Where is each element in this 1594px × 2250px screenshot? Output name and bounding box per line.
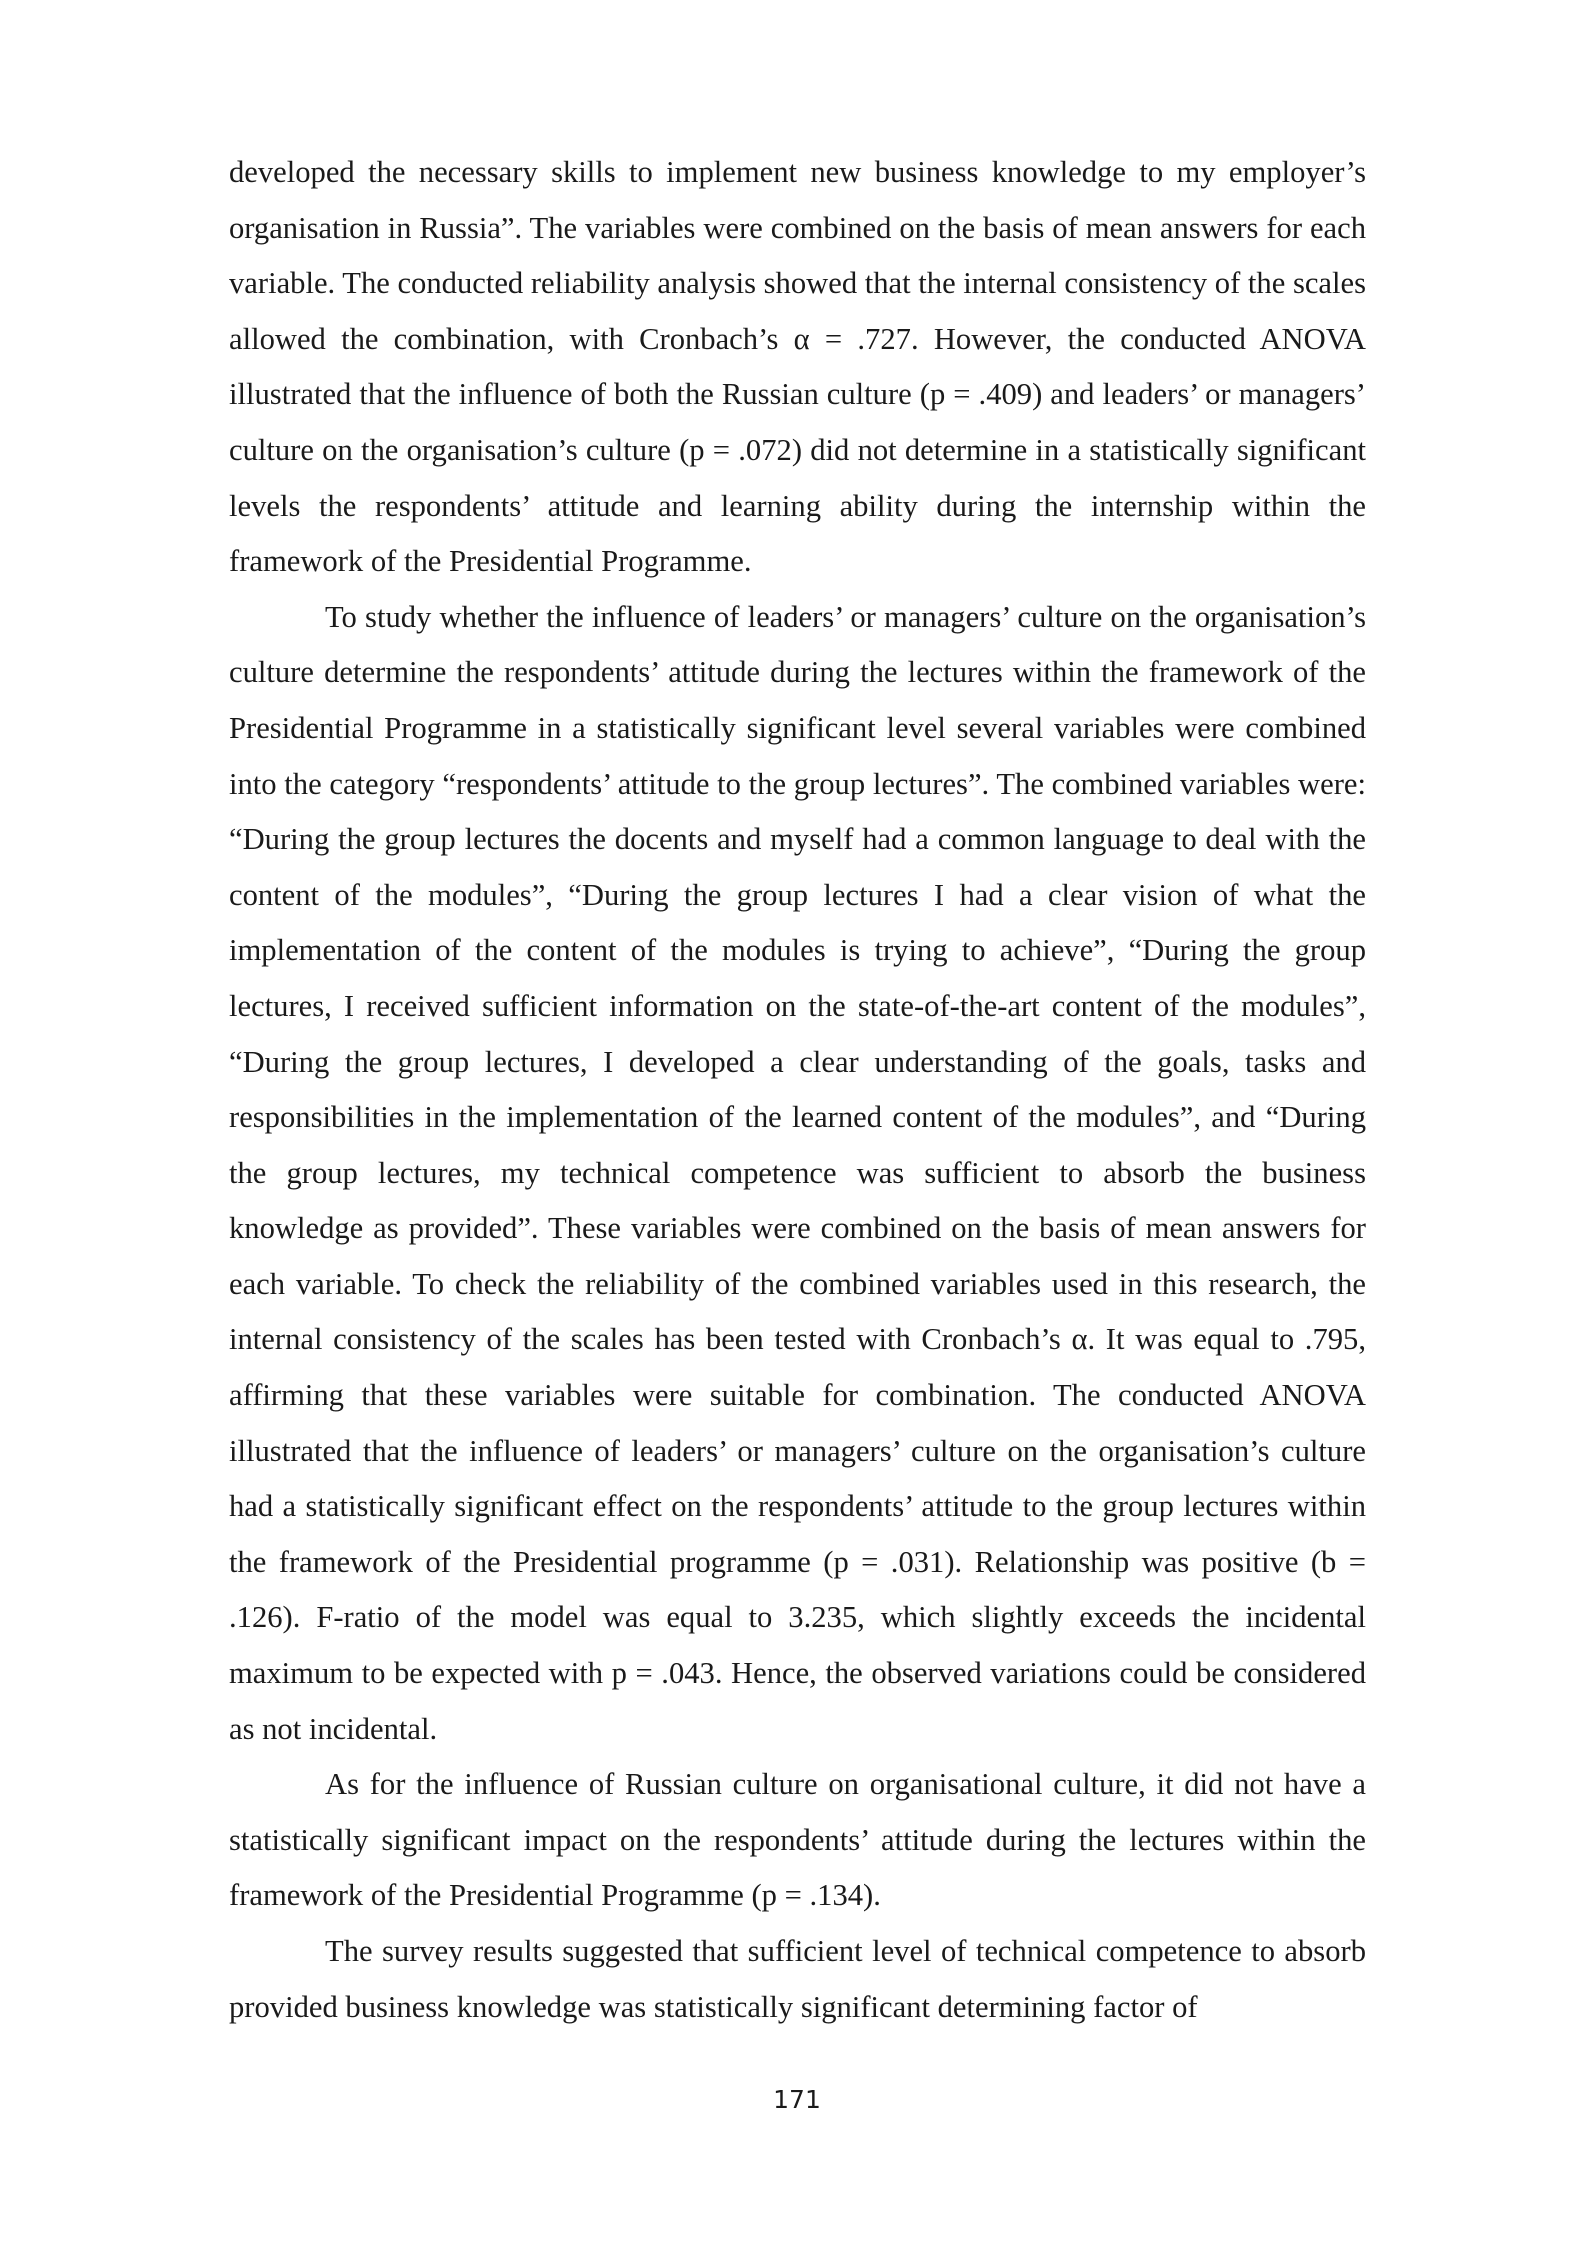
- paragraph-continued: developed the necessary skills to implement new business knowledge to my employer’s organisation in Russia”. The variables were combined on the basis of mean answers for each variable. The conducted reliability analysis showed that the internal consistency of the scales allowed the combination, with Cronbach’s α = .727. However, the conducted ANOVA illustrated that the influence of both the Russian culture (p = .409) and leaders’ or managers’ culture on the organisation’s culture (p = .072) did not determine in a statistically significant levels the respondents’ attitude and learning ability during the internship within the framework of the Presidential Programme.: [229, 155, 1366, 579]
- page-number: 171: [773, 2085, 821, 2114]
- body-text: [229, 145, 1366, 2035]
- paragraph-technical-competence: The survey results suggested that sufficient level of technical competence to absorb provided business knowledge was statistically significant determining factor of: [229, 1934, 1366, 2024]
- paragraph-russian-culture: As for the influence of Russian culture on organisational culture, it did not have a statistically significant impact on the respondents’ attitude during the lectures within the framework of the Presidential Programme (p = .134).: [229, 1767, 1366, 1913]
- paragraph-lectures-analysis: To study whether the influence of leaders’ or managers’ culture on the organisation’s culture determine the respondents’ attitude during the lectures within the framework of the Presidential Programme in a statistically significant level several variables were combined into the category “respondents’ attitude to the group lectures”. The combined variables were: “During the group lectures the docents and myself had a common language to deal with the content of the modules”, “During the group lectures I had a clear vision of what the implementation of the content of the modules is trying to achieve”, “During the group lectures, I received sufficient information on the state-of-the-art content of the modules”, “During the group lectures, I developed a clear understanding of the goals, tasks and responsibilities in the implementation of the learned content of the modules”, and “During the group lectures, my technical competence was sufficient to absorb the business knowledge as provided”. These variables were combined on the basis of mean answers for each variable. To check the reliability of the combined variables used in this research, the internal consistency of the scales has been tested with Cronbach’s α. It was equal to .795, affirming that these variables were suitable for combination. The conducted ANOVA illustrated that the influence of leaders’ or managers’ culture on the organisation’s culture had a statistically significant effect on the respondents’ attitude to the group lectures within the framework of the Presidential programme (p = .031). Relationship was positive (b = .126). F-ratio of the model was equal to 3.235, which slightly exceeds the incidental maximum to be expected with p = .043. Hence, the observed variations could be considered as not incidental.: [229, 599, 1366, 1746]
